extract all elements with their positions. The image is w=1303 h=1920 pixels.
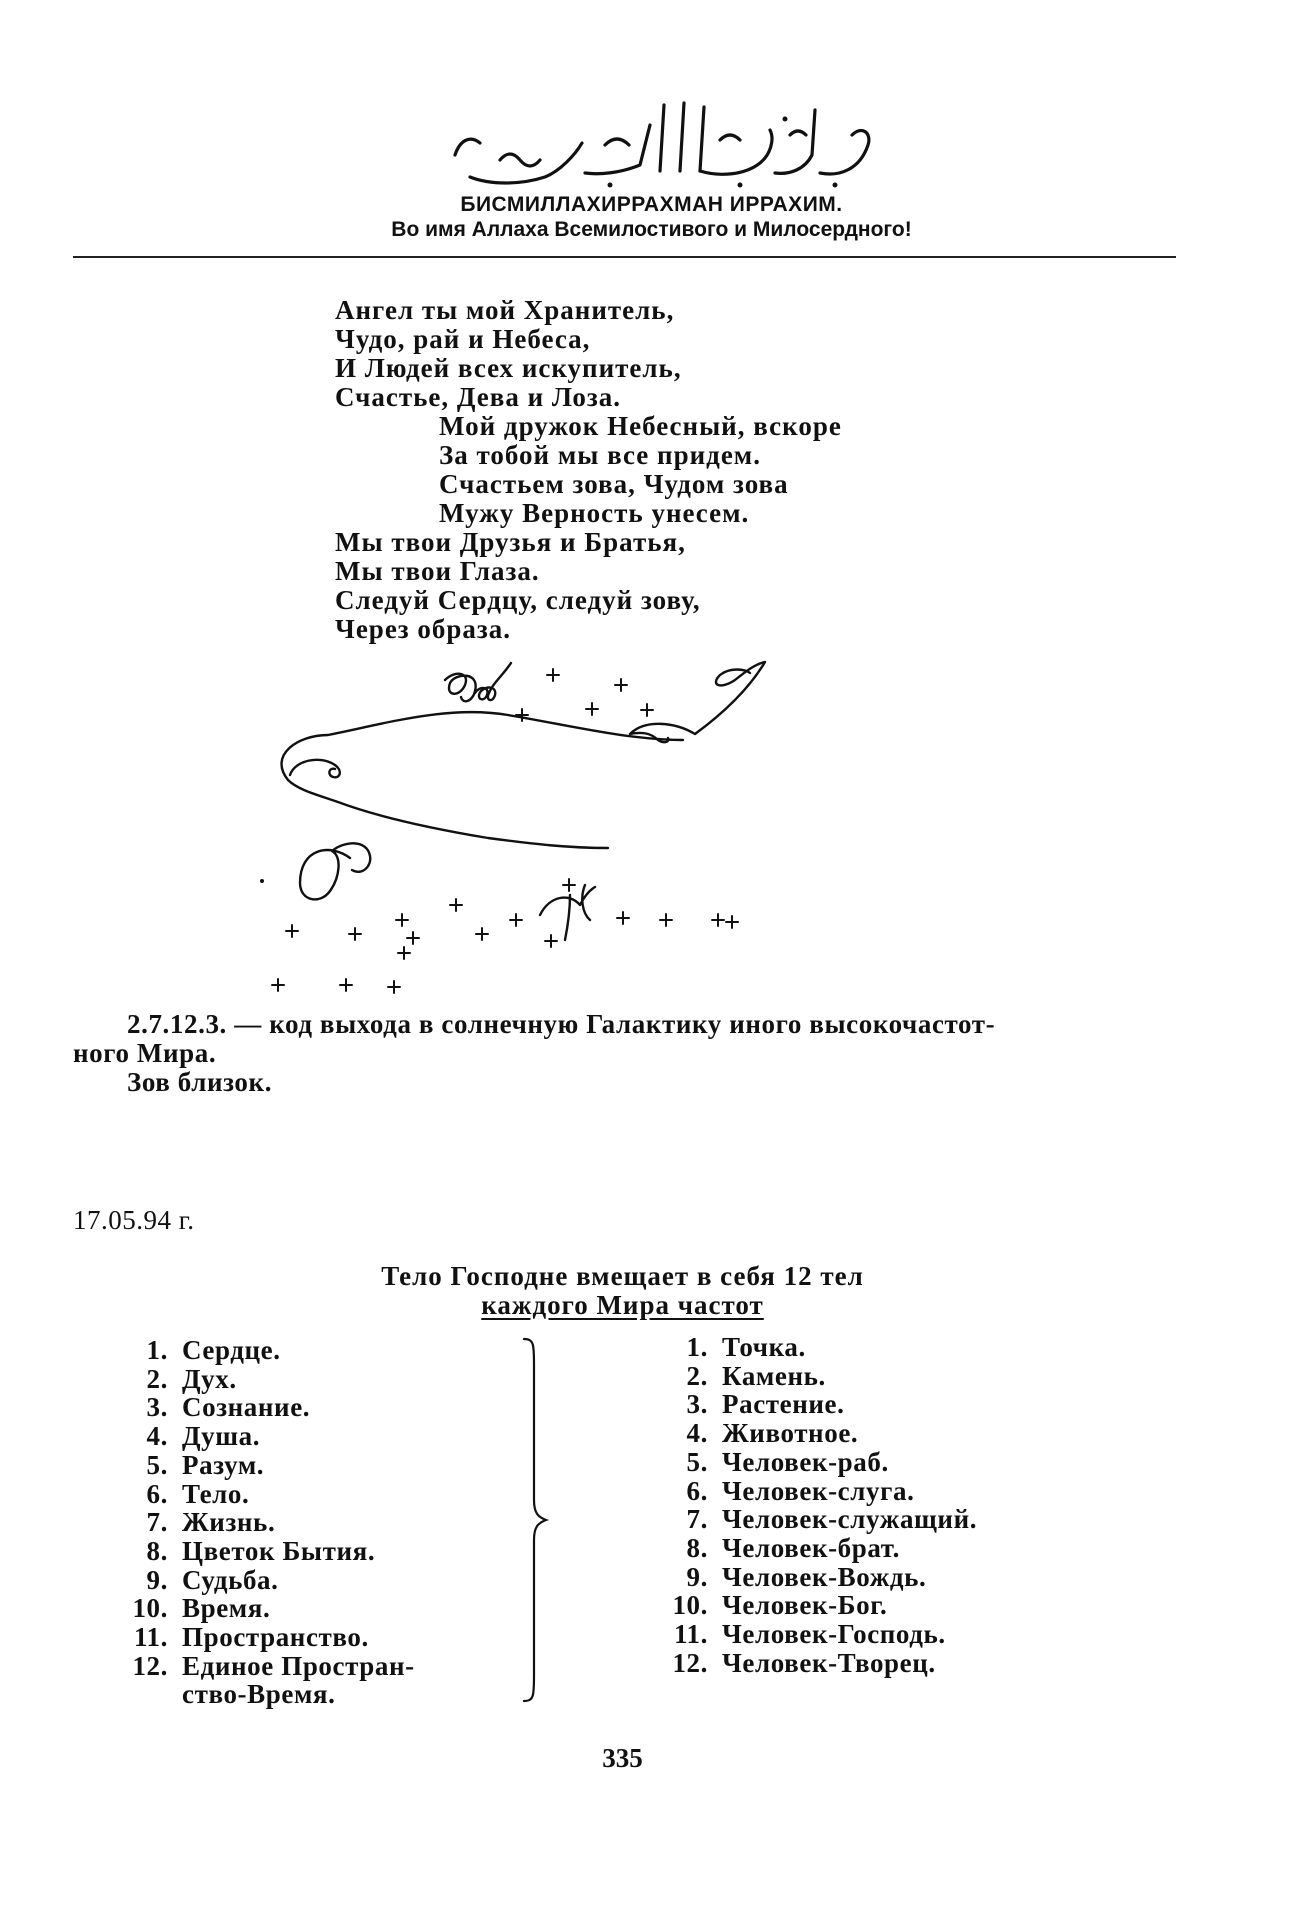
item-number: 11.: [673, 1619, 708, 1650]
item-number: 4.: [146, 1421, 168, 1452]
list-item: [650, 1448, 977, 1477]
left-list: [110, 1336, 415, 1709]
item-text: Сердце.: [182, 1335, 281, 1365]
list-title-underlined: каждого Мира частот: [481, 1290, 764, 1320]
list-item: [110, 1566, 415, 1595]
item-text: Дух.: [182, 1363, 237, 1394]
list-item: [650, 1419, 977, 1448]
list-title: [0, 1262, 1245, 1320]
code-line: Зов близок.: [127, 1067, 273, 1097]
code-paragraph: [73, 1010, 1183, 1097]
poem-line: Мы твои Глаза.: [335, 556, 540, 586]
list-item: [110, 1623, 415, 1652]
item-number: 5.: [146, 1449, 168, 1480]
list-item: [110, 1393, 415, 1422]
loop-scribble: [300, 843, 370, 899]
item-text: ство-Время.: [182, 1679, 336, 1710]
item-number: 2.: [686, 1360, 708, 1391]
code-line: 2.7.12.3. — код выхода в солнечную Галактику иного высокочастот-: [127, 1009, 996, 1039]
code-line: ного Мира.: [73, 1038, 217, 1068]
poem-line: Чудо, рай и Небеса,: [335, 324, 591, 354]
item-text: Единое Простран-: [182, 1650, 415, 1681]
right-list: [650, 1333, 977, 1677]
item-text: Жизнь.: [182, 1507, 276, 1538]
list-item: [650, 1534, 977, 1563]
item-number: 8.: [146, 1535, 168, 1566]
item-text: Душа.: [182, 1421, 261, 1452]
list-item: [650, 1362, 977, 1391]
item-number: 3.: [146, 1392, 168, 1423]
item-text: Пространство.: [182, 1622, 369, 1653]
poem-line: И Людей всех искупитель,: [335, 353, 682, 383]
item-text: Растение.: [722, 1389, 845, 1420]
item-number: [110, 1680, 182, 1709]
header-title: БИСМИЛЛАХИРРАХМАН ИРРАХИМ.: [460, 193, 843, 216]
list-item: [650, 1390, 977, 1419]
item-text: Человек-слуга.: [722, 1475, 915, 1506]
item-number: 7.: [146, 1507, 168, 1538]
list-item: [110, 1451, 415, 1480]
item-text: Тело.: [182, 1478, 250, 1509]
entry-date: 17.05.94 г.: [73, 1205, 195, 1235]
list-item: [650, 1620, 977, 1649]
bird-scribble: [540, 885, 595, 940]
list-item: [110, 1594, 415, 1623]
item-number: 1.: [686, 1332, 708, 1362]
item-number: 10.: [132, 1593, 168, 1624]
poem-line: Мой дружок Небесный, вскоре: [439, 411, 842, 441]
list-title-line: Тело Господне вмещает в себя 12 тел: [381, 1261, 864, 1291]
arabic-calligraphy: [0, 85, 1303, 195]
poem-line: Мы твои Друзья и Братья,: [335, 527, 686, 557]
list-item: [110, 1508, 415, 1537]
curly-brace: [520, 1335, 550, 1705]
list-item: [110, 1480, 415, 1509]
item-number: 8.: [686, 1532, 708, 1563]
poem: [335, 296, 842, 644]
item-text: Человек-раб.: [722, 1446, 889, 1477]
header-divider: [73, 256, 1176, 258]
list-item: [110, 1336, 415, 1365]
poem-line: Мужу Верность унесем.: [439, 498, 750, 528]
list-item: [110, 1365, 415, 1394]
list-item: [650, 1563, 977, 1592]
stars: [220, 669, 738, 993]
list-item: [650, 1649, 977, 1678]
list-item: [110, 1422, 415, 1451]
list-item: [110, 1537, 415, 1566]
poem-line: Счастьем зова, Чудом зова: [439, 469, 789, 499]
list-item: [110, 1680, 415, 1709]
signature-scribble: [445, 663, 511, 701]
list-item: [650, 1477, 977, 1506]
list-item: [650, 1505, 977, 1534]
poem-line: За тобой мы все придем.: [439, 440, 761, 470]
poem-line: Следуй Сердцу, следуй зову,: [335, 585, 701, 615]
poem-line: Счастье, Дева и Лоза.: [335, 382, 621, 412]
item-text: Человек-брат.: [722, 1532, 900, 1563]
item-number: 3.: [686, 1389, 708, 1420]
page-number: 335: [602, 1743, 643, 1773]
wave-curve: [282, 712, 683, 848]
item-text: Человек-Вождь.: [722, 1561, 927, 1592]
item-number: 9.: [686, 1561, 708, 1592]
item-text: Человек-Господь.: [722, 1619, 946, 1650]
swoosh-upper-right: [630, 662, 765, 742]
item-number: 2.: [146, 1363, 168, 1394]
item-number: 7.: [686, 1504, 708, 1535]
item-number: 12.: [132, 1650, 168, 1681]
item-text: Камень.: [722, 1360, 826, 1391]
poem-line: Через образа.: [335, 614, 512, 644]
item-number: 5.: [686, 1446, 708, 1477]
list-item: [650, 1333, 977, 1362]
item-text: Цветок Бытия.: [182, 1535, 376, 1566]
list-item: [110, 1652, 415, 1681]
item-text: Разум.: [182, 1449, 265, 1480]
item-number: 9.: [146, 1564, 168, 1595]
hand-drawing: [220, 655, 820, 995]
item-number: 10.: [672, 1590, 708, 1621]
item-text: Время.: [182, 1593, 271, 1624]
item-text: Человек-служащий.: [722, 1504, 978, 1535]
item-number: 6.: [686, 1475, 708, 1506]
header-subtitle: Во имя Аллаха Всемилостивого и Милосердного!: [391, 218, 912, 241]
item-text: Животное.: [722, 1418, 859, 1449]
item-text: Судьба.: [182, 1564, 279, 1595]
item-number: 11.: [133, 1622, 168, 1653]
item-number: 6.: [146, 1478, 168, 1509]
item-number: 4.: [686, 1418, 708, 1449]
item-text: Человек-Творец.: [722, 1647, 936, 1678]
item-number: 1.: [146, 1335, 168, 1365]
item-text: Человек-Бог.: [722, 1590, 888, 1621]
list-item: [650, 1591, 977, 1620]
item-text: Точка.: [722, 1332, 806, 1362]
item-number: 12.: [672, 1647, 708, 1678]
poem-line: Ангел ты мой Хранитель,: [335, 295, 675, 325]
item-text: Сознание.: [182, 1392, 311, 1423]
